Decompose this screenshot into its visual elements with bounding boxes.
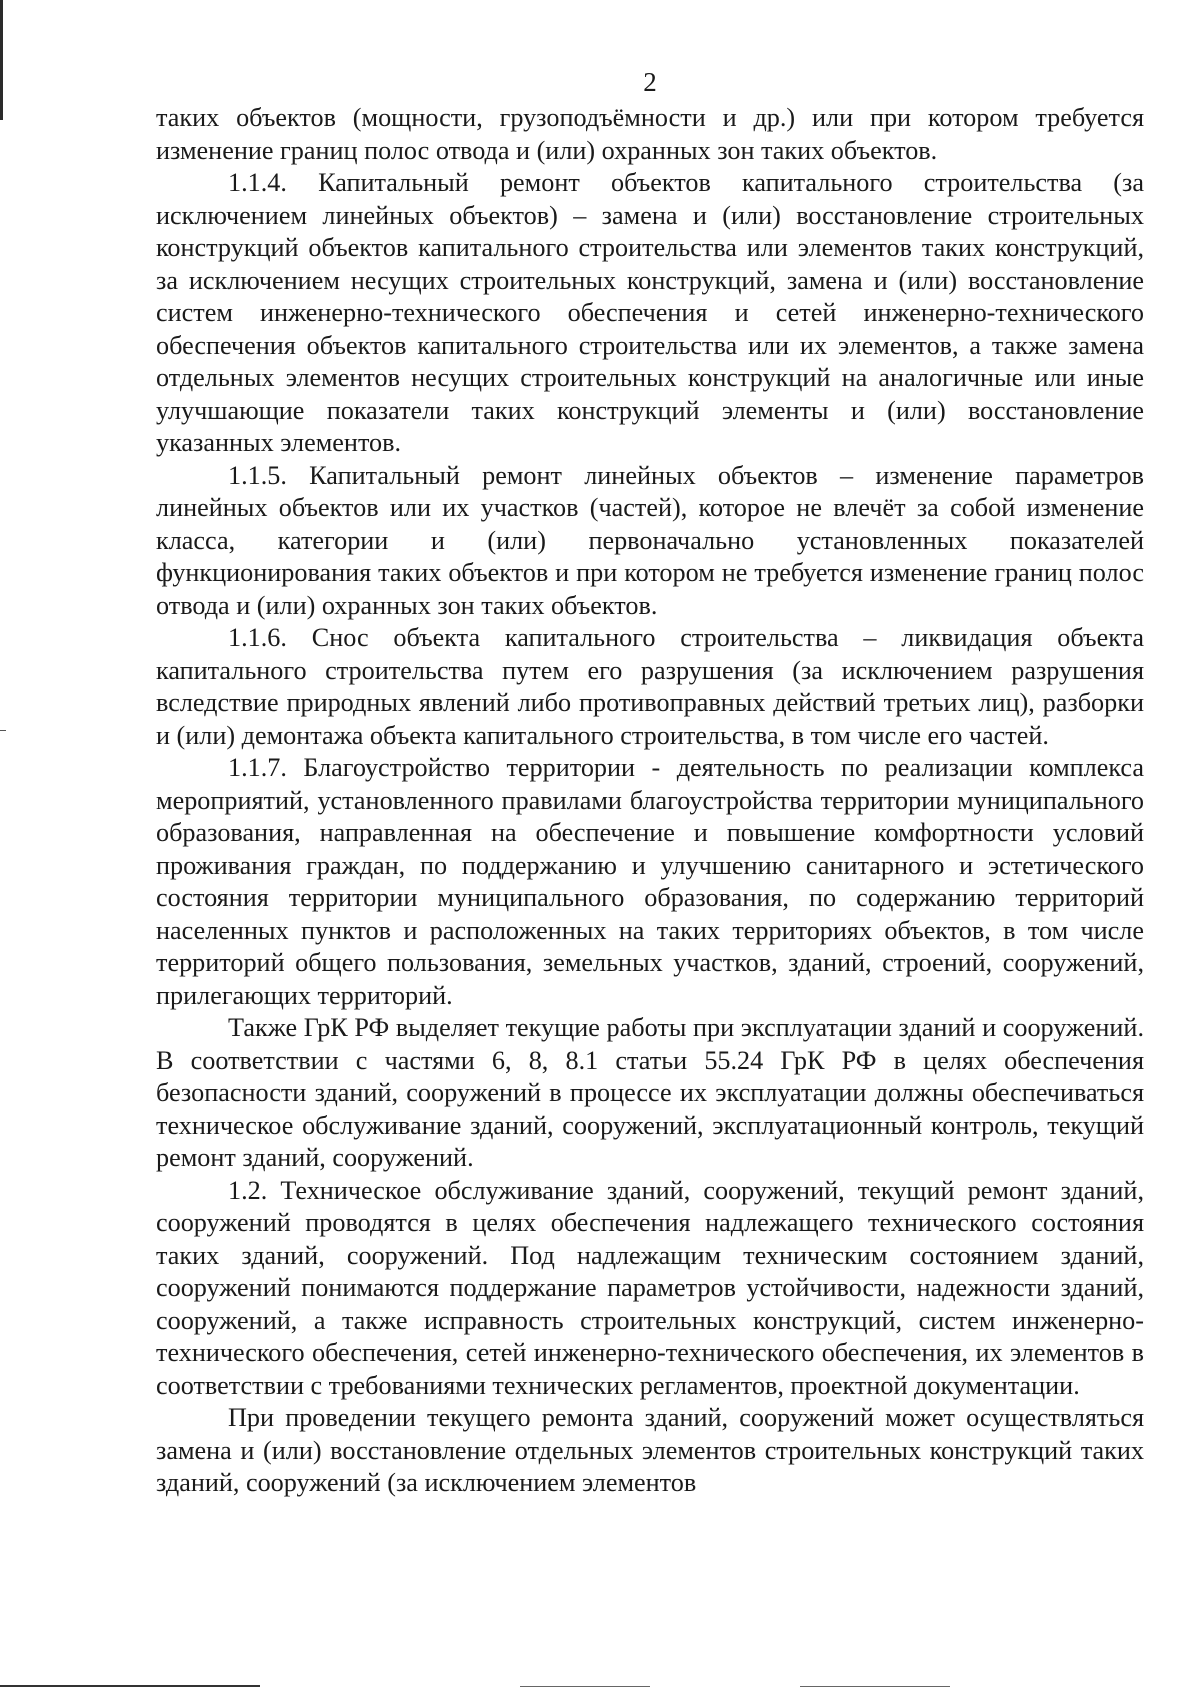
paragraph-grk-current-works: Также ГрК РФ выделяет текущие работы при эксплуатации зданий и сооружений. В соответствии с частями 6, 8, 8.1 статьи 55.24 ГрК РФ в целях обеспечения безопасности зданий, сооружений в процессе их эксплуатации должны обеспечиваться техническое обслуживание зданий, сооружений, эксплуатационный контроль, текущий ремонт зданий, сооружений.	[156, 1013, 1144, 1172]
paragraph-current-repair: При проведении текущего ремонта зданий, сооружений может осуществляться замена и (или) восстановление отдельных элементов строительных конструкций таких зданий, сооружений (за исключением элементов	[156, 1403, 1144, 1497]
paragraph-continuation: таких объектов (мощности, грузоподъёмности и др.) или при котором требуется изменение границ полос отвода и (или) охранных зон таких объектов.	[156, 103, 1144, 165]
scan-edge-mark	[0, 0, 3, 120]
paragraph-1-2: 1.2. Техническое обслуживание зданий, сооружений, текущий ремонт зданий, сооружений проводятся в целях обеспечения надлежащего технического состояния таких зданий, сооружений. Под надлежащим техническим состоянием зданий, сооружений понимаются поддержание параметров устойчивости, надежности зданий, сооружений, а также исправность строительных конструкций, систем инженерно-технического обеспечения, сетей инженерно-технического обеспечения, их элементов в соответствии с требованиями технических регламентов, проектной документации.	[156, 1175, 1144, 1400]
scan-bottom-rule	[520, 1686, 650, 1687]
page-number: 2	[643, 67, 657, 97]
scan-bottom-rule	[800, 1686, 950, 1687]
paragraph-1-1-6: 1.1.6. Снос объекта капитального строительства – ликвидация объекта капитального строительства путем его разрушения (за исключением разрушения вследствие природных явлений либо противоправных действий третьих лиц), разборки и (или) демонтажа объекта капитального строительства, в том числе его частей.	[156, 623, 1144, 750]
paragraph-1-1-5: 1.1.5. Капитальный ремонт линейных объектов – изменение параметров линейных объектов или их участков (частей), которое не влечёт за собой изменение класса, категории и (или) первоначально установленных показателей функционирования таких объектов и при котором не требуется изменение границ полос отвода и (или) охранных зон таких объектов.	[156, 460, 1144, 620]
scan-bottom-rule	[0, 1685, 260, 1687]
document-page	[156, 62, 1144, 1500]
paragraph-1-1-7: 1.1.7. Благоустройство территории - деятельность по реализации комплекса мероприятий, установленного правилами благоустройства территории муниципального образования, направленная на обеспечение и повышение комфортности условий проживания граждан, по поддержанию и улучшению санитарного и эстетического состояния территории муниципального образования, по содержанию территорий населенных пунктов и расположенных на таких территориях объектов, в том числе территорий общего пользования, земельных участков, зданий, строений, сооружений, прилегающих территорий.	[156, 753, 1144, 1010]
scan-margin-tick	[0, 730, 6, 731]
paragraph-1-1-4: 1.1.4. Капитальный ремонт объектов капитального строительства (за исключением линейных объектов) – замена и (или) восстановление строительных конструкций объектов капитального строительства или элементов таких конструкций, за исключением несущих строительных конструкций, замена и (или) восстановление систем инженерно-технического обеспечения и сетей инженерно-технического обеспечения объектов капитального строительства или их элементов, а также замена отдельных элементов несущих строительных конструкций на аналогичные или иные улучшающие показатели таких конструкций элементы и (или) восстановление указанных элементов.	[156, 168, 1144, 457]
